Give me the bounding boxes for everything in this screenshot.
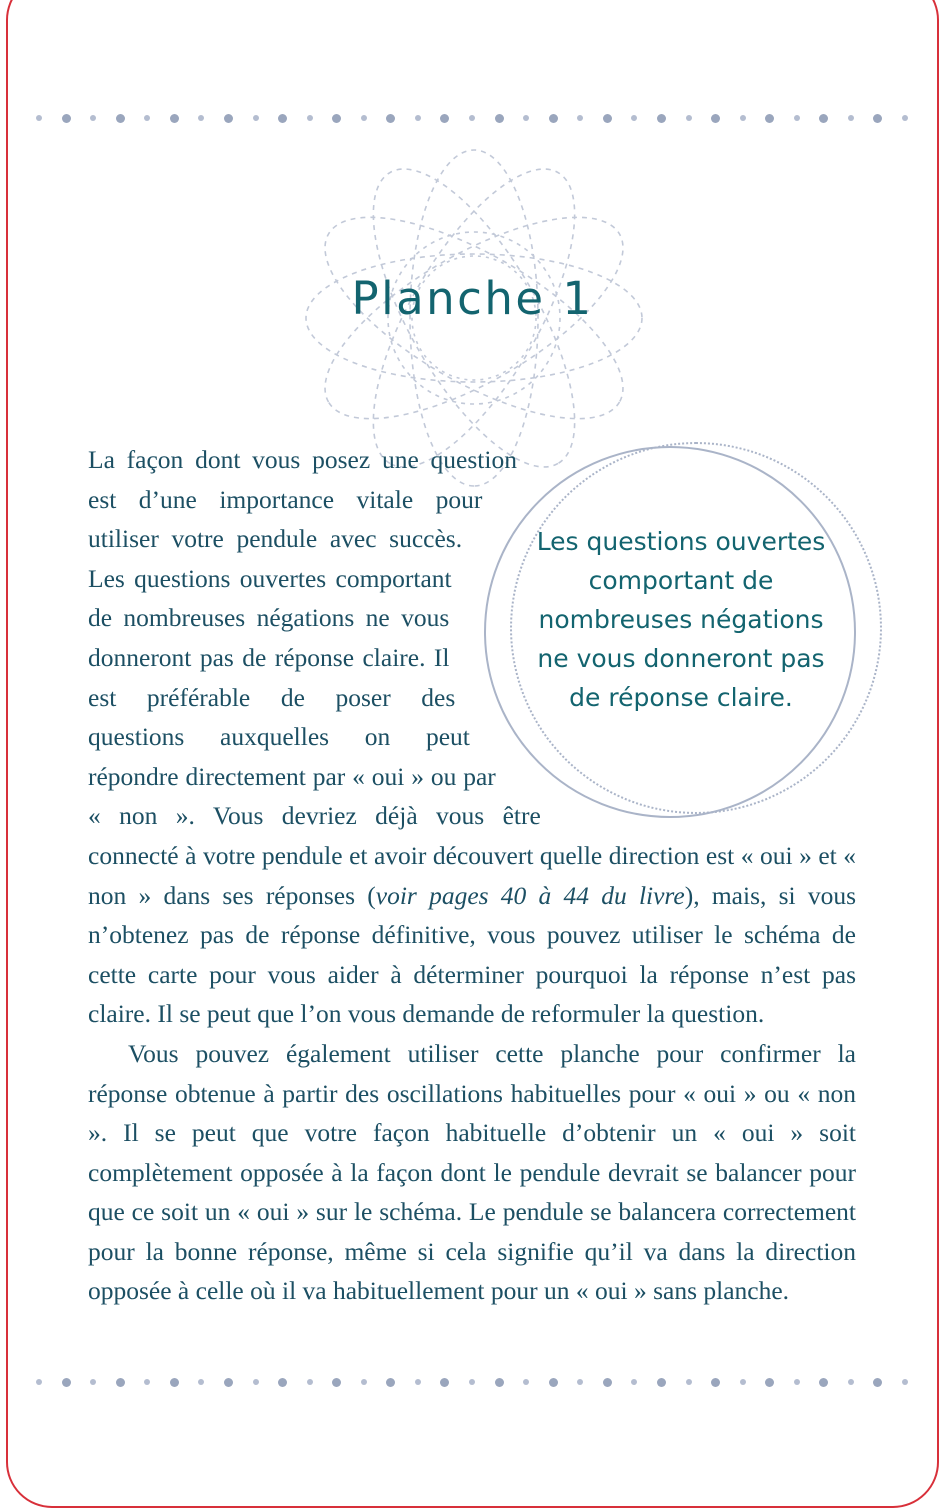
dotted-rule-bottom — [36, 1376, 908, 1388]
page-title: Planche 1 — [351, 272, 594, 325]
paragraph-two: Vous pouvez également utiliser cette planche pour confirmer la réponse obtenue à partir des oscillations habituelles pour « oui » ou « non ». Il se peut que votre façon habituelle d’obtenir un « oui » soit complètement opposée à la façon dont le pendule devrait se balancer pour que ce soit un « oui » sur le schéma. Le pendule se balancera correctement pour la bonne réponse, même si cela signifie qu’il va dans la direction opposée à celle où il va habituellement pour un « oui » sans planche. — [88, 1038, 856, 1306]
paragraph-one-tail: ), mais, si vous n’obtenez pas de réponse définitive, vous pouvez utiliser le schéma de cette carte pour vous aider à déterminer pourquoi la réponse n’est pas claire. Il se peut que l’on vous demande de reformuler la question. — [88, 880, 856, 1029]
pull-quote — [456, 446, 856, 818]
dotted-rule-top — [36, 112, 908, 124]
paragraph-one-lead: La façon dont vous posez une question est d’une importance vitale pour utiliser votre pendule avec succès. Les questions ouvertes comportant de nombreuses négations ne vous donneront pas de réponse claire. Il est préférable de poser des questions auxquelles on peut répondre directement par « oui » ou par « non ». Vous devriez déjà vous être connecté à votre pendule et avoir découvert quelle direction est « oui » et « non » dans ses réponses ( — [88, 445, 856, 910]
italic-reference: voir pages 40 à 44 du livre — [375, 880, 685, 910]
body-text — [88, 440, 856, 1311]
pull-quote-text: Les questions ouvertes comportant de nombreuses négations ne vous donneront pas de réponse claire. — [536, 527, 826, 712]
